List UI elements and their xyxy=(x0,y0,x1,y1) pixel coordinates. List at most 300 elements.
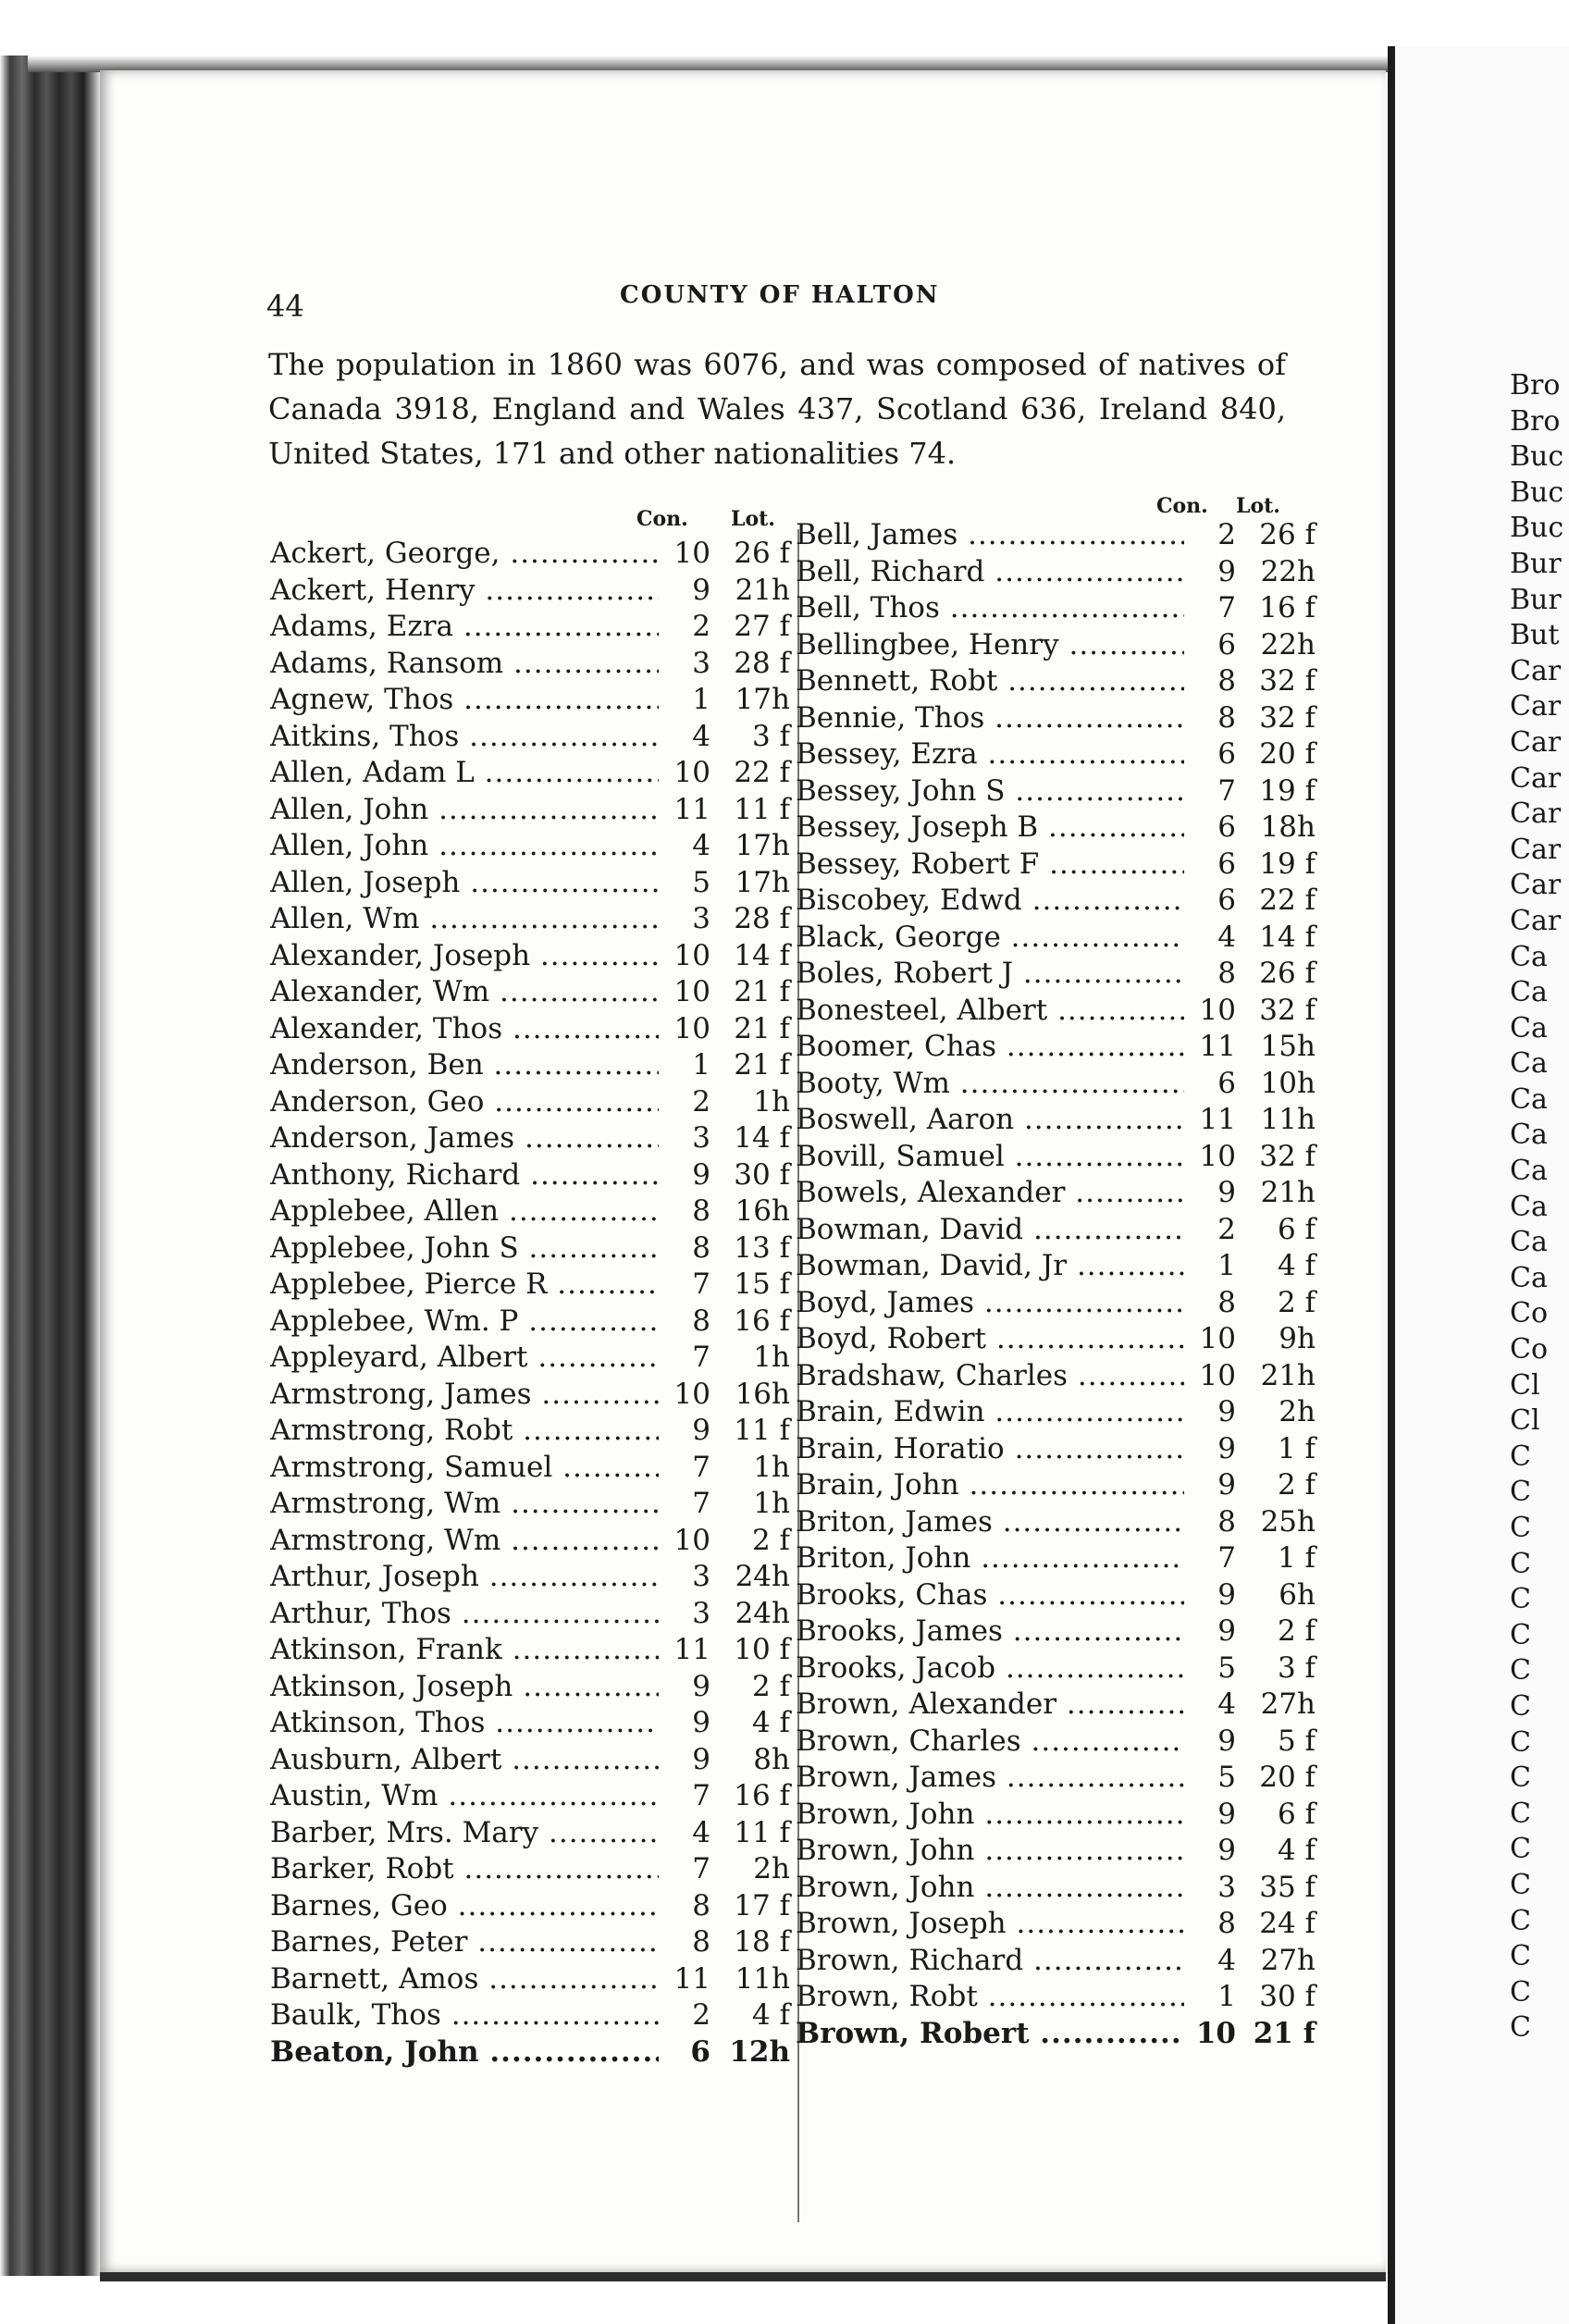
facing-page-fragment: Car xyxy=(1510,761,1562,795)
facing-page-fragment: C xyxy=(1510,1547,1531,1580)
lot-number: 24 f xyxy=(1259,1907,1316,1940)
lot-number: 35 f xyxy=(1259,1870,1316,1904)
lot-number: 15h xyxy=(1260,1030,1316,1063)
concession-number: 10 xyxy=(673,1523,710,1557)
resident-name: Armstrong, Wm ..... xyxy=(270,1487,659,1520)
directory-entry xyxy=(270,866,797,903)
concession-number: 6 xyxy=(1217,737,1236,771)
resident-name: Anderson, Ben ..... xyxy=(270,1048,659,1082)
resident-name: Atkinson, Thos ..... xyxy=(270,1706,659,1739)
concession-number: 10 xyxy=(1199,1358,1236,1392)
directory-entry xyxy=(796,1907,1323,1944)
directory-entry xyxy=(270,1414,797,1451)
directory-entry xyxy=(270,2035,797,2072)
facing-page-fragment: Car xyxy=(1510,725,1562,759)
concession-number: 6 xyxy=(690,2034,710,2069)
concession-number: 3 xyxy=(1217,1870,1236,1904)
lot-number: 6h xyxy=(1279,1577,1316,1612)
directory-entry xyxy=(796,1505,1323,1542)
concession-number: 8 xyxy=(692,1304,710,1338)
lot-number: 21 f xyxy=(734,1011,790,1045)
concession-number: 9 xyxy=(692,1742,710,1776)
lot-number: 9h xyxy=(1279,1322,1316,1355)
directory-entry xyxy=(796,1249,1323,1286)
directory-entry xyxy=(796,1359,1323,1396)
lot-number: 21 f xyxy=(1253,2016,1316,2050)
resident-name: Ausburn, Albert ..... xyxy=(270,1743,659,1776)
lot-number: 13 f xyxy=(734,1230,790,1265)
concession-number: 10 xyxy=(1199,993,1236,1027)
lot-number: 14 f xyxy=(1259,920,1316,954)
resident-name: Brown, John ..... xyxy=(796,1798,1184,1831)
lot-number: 20 f xyxy=(1259,1761,1316,1794)
concession-number: 9 xyxy=(1217,1431,1236,1465)
directory-entry xyxy=(796,1798,1323,1835)
lot-number: 11 f xyxy=(734,1815,790,1849)
facing-page-fragment: C xyxy=(1510,1689,1531,1723)
resident-name: Agnew, Thos ..... xyxy=(270,683,659,716)
resident-name: Bonesteel, Albert ..... xyxy=(796,994,1184,1027)
concession-number: 8 xyxy=(1217,664,1236,698)
facing-page-fragment: Ca xyxy=(1510,940,1548,973)
directory-entry xyxy=(270,574,797,611)
directory-entry xyxy=(270,720,797,757)
concession-number: 4 xyxy=(692,829,710,862)
concession-number: 9 xyxy=(692,1669,710,1703)
resident-name: Armstrong, Samuel ..... xyxy=(270,1451,659,1484)
lot-number: 32 f xyxy=(1259,700,1316,735)
resident-name: Arthur, Thos ..... xyxy=(270,1597,659,1630)
directory-entry xyxy=(796,737,1323,774)
directory-entry xyxy=(796,1578,1323,1615)
directory-entry xyxy=(796,701,1323,738)
directory-entry xyxy=(270,1194,797,1231)
resident-name: Bennie, Thos ..... xyxy=(796,701,1184,735)
directory-entry xyxy=(796,957,1323,994)
facing-page-fragment: Car xyxy=(1510,904,1562,937)
lot-number: 16 f xyxy=(734,1779,790,1812)
directory-entry xyxy=(796,884,1323,921)
resident-name: Adams, Ezra ..... xyxy=(270,610,659,643)
directory-entry xyxy=(796,1944,1323,1981)
lot-number: 2 f xyxy=(1277,1614,1316,1648)
concession-number: 11 xyxy=(1199,1030,1236,1063)
lot-number: 1h xyxy=(753,1084,790,1119)
directory-entry xyxy=(796,1468,1323,1505)
left-name-column xyxy=(270,537,797,2071)
concession-number: 5 xyxy=(1217,1761,1236,1794)
lot-number: 17h xyxy=(735,683,790,716)
directory-entry xyxy=(796,847,1323,884)
resident-name: Armstrong, Wm ..... xyxy=(270,1524,659,1557)
directory-entry xyxy=(796,1067,1323,1104)
concession-number: 3 xyxy=(692,1596,710,1630)
directory-entry xyxy=(270,829,797,866)
facing-page-fragment: C xyxy=(1510,1940,1531,1973)
concession-number: 7 xyxy=(1217,591,1236,624)
resident-name: Bell, Thos ..... xyxy=(796,591,1184,624)
lot-number: 3 f xyxy=(1277,1650,1316,1685)
concession-number: 9 xyxy=(692,573,710,607)
directory-entry xyxy=(796,1213,1323,1250)
directory-entry xyxy=(270,939,797,976)
resident-name: Bellingbee, Henry ..... xyxy=(796,628,1184,661)
facing-page-fragment: C xyxy=(1510,1512,1531,1544)
concession-number: 9 xyxy=(1217,1395,1236,1428)
lot-number: 2h xyxy=(753,1852,790,1885)
facing-page-fragment: Car xyxy=(1510,797,1562,831)
facing-page-fragment: Ca xyxy=(1510,1190,1548,1223)
directory-entry xyxy=(796,1432,1323,1469)
resident-name: Bowman, David, Jr ..... xyxy=(796,1249,1184,1282)
resident-name: Applebee, Wm. P ..... xyxy=(270,1304,659,1338)
lot-number: 6 f xyxy=(1277,1797,1316,1831)
lot-number: 19 f xyxy=(1259,773,1316,808)
directory-entry xyxy=(270,537,797,574)
concession-number: 10 xyxy=(1195,2016,1236,2050)
lot-number: 18 f xyxy=(734,1925,790,1959)
lot-number: 32 f xyxy=(1259,664,1316,698)
lot-number: 1 f xyxy=(1277,1431,1316,1465)
concession-number: 7 xyxy=(692,1267,710,1301)
concession-number: 10 xyxy=(673,756,710,789)
lot-number: 6 f xyxy=(1277,1212,1316,1246)
concession-number: 5 xyxy=(692,865,710,899)
lot-number: 21h xyxy=(1260,1176,1316,1209)
concession-number: 8 xyxy=(692,1194,710,1228)
directory-entry xyxy=(270,1524,797,1561)
directory-entry xyxy=(270,1048,797,1085)
page-number: 44 xyxy=(266,289,304,324)
concession-number: 4 xyxy=(1217,1687,1236,1721)
facing-page-fragment: Car xyxy=(1510,690,1562,723)
concession-number: 7 xyxy=(1217,1541,1236,1575)
concession-number: 9 xyxy=(1217,1176,1236,1209)
resident-name: Boswell, Aaron ..... xyxy=(796,1103,1184,1136)
facing-page-fragment: C xyxy=(1510,1583,1531,1616)
facing-page-fragment: Ca xyxy=(1510,1011,1548,1045)
directory-entry xyxy=(270,1889,797,1926)
resident-name: Beaton, John ..... xyxy=(270,2035,659,2069)
directory-entry xyxy=(796,591,1323,628)
resident-name: Bennett, Robt ..... xyxy=(796,664,1184,698)
lot-number: 21h xyxy=(735,573,790,607)
left-con-header: Con. xyxy=(636,507,688,531)
concession-number: 9 xyxy=(692,1414,710,1447)
lot-number: 28 f xyxy=(734,646,790,680)
concession-number: 9 xyxy=(1217,1724,1236,1758)
lot-number: 25h xyxy=(1260,1504,1316,1539)
directory-entry xyxy=(270,793,797,830)
resident-name: Brown, John ..... xyxy=(796,1834,1184,1867)
concession-number: 2 xyxy=(1217,1212,1236,1246)
resident-name: Barnes, Geo ..... xyxy=(270,1889,659,1922)
facing-page-text xyxy=(1510,368,1569,2046)
resident-name: Applebee, John S ..... xyxy=(270,1231,659,1265)
resident-name: Ackert, George, ..... xyxy=(270,537,659,570)
resident-name: Brooks, James ..... xyxy=(796,1614,1184,1648)
resident-name: Boomer, Chas ..... xyxy=(796,1030,1184,1063)
directory-entry xyxy=(796,555,1323,592)
resident-name: Brain, John ..... xyxy=(796,1468,1184,1502)
concession-number: 3 xyxy=(692,646,710,680)
lot-number: 3 f xyxy=(751,719,790,753)
directory-entry xyxy=(270,756,797,793)
directory-entry xyxy=(796,664,1323,701)
lot-number: 1 f xyxy=(1277,1541,1316,1575)
directory-entry xyxy=(270,1597,797,1634)
concession-number: 6 xyxy=(1217,1066,1236,1100)
directory-entry xyxy=(796,518,1323,555)
facing-page-fragment: Ca xyxy=(1510,1226,1548,1259)
right-lot-header: Lot. xyxy=(1236,494,1280,518)
concession-number: 3 xyxy=(692,902,710,935)
directory-entry xyxy=(270,1231,797,1268)
concession-number: 10 xyxy=(673,938,710,972)
resident-name: Bowels, Alexander ..... xyxy=(796,1176,1184,1209)
running-head: COUNTY OF HALTON xyxy=(620,281,940,309)
facing-page-fragment: C xyxy=(1510,1975,1531,2009)
lot-number: 5 f xyxy=(1277,1724,1316,1758)
resident-name: Brown, Richard ..... xyxy=(796,1944,1184,1977)
facing-page-fragment: Co xyxy=(1510,1297,1549,1330)
directory-entry xyxy=(270,1743,797,1780)
lot-number: 16h xyxy=(735,1194,790,1228)
lot-number: 14 f xyxy=(734,1121,790,1155)
directory-entry xyxy=(796,1286,1323,1323)
lot-number: 15 f xyxy=(734,1267,790,1301)
concession-number: 9 xyxy=(692,1157,710,1192)
concession-number: 6 xyxy=(1217,847,1236,881)
resident-name: Anderson, James ..... xyxy=(270,1121,659,1155)
resident-name: Bell, Richard ..... xyxy=(796,555,1184,588)
concession-number: 3 xyxy=(692,1121,710,1155)
lot-number: 22 f xyxy=(734,756,790,789)
facing-page-fragment: C xyxy=(1510,1904,1531,1937)
lot-number: 11 f xyxy=(734,1414,790,1447)
concession-number: 6 xyxy=(1217,810,1236,844)
concession-number: 1 xyxy=(692,683,710,716)
directory-entry xyxy=(270,1706,797,1743)
resident-name: Bessey, Robert F ..... xyxy=(796,847,1184,881)
resident-name: Bessey, Joseph B ..... xyxy=(796,810,1184,844)
lot-number: 26 f xyxy=(734,537,790,570)
lot-number: 17h xyxy=(735,829,790,862)
resident-name: Brown, James ..... xyxy=(796,1761,1184,1794)
directory-entry xyxy=(270,1852,797,1889)
facing-page-fragment: C xyxy=(1510,1762,1531,1795)
concession-number: 4 xyxy=(1217,1943,1236,1977)
lot-number: 11h xyxy=(735,1961,790,1996)
lot-number: 8h xyxy=(753,1742,790,1776)
lot-number: 10h xyxy=(1260,1066,1316,1100)
directory-entry xyxy=(796,1687,1323,1724)
facing-page-fragment: Bur xyxy=(1510,583,1562,616)
resident-name: Bessey, Ezra ..... xyxy=(796,737,1184,771)
directory-entry xyxy=(796,994,1323,1031)
directory-entry xyxy=(270,1962,797,1999)
directory-entry xyxy=(796,1871,1323,1908)
lot-number: 30 f xyxy=(1259,1980,1316,2013)
directory-entry xyxy=(796,2017,1323,2054)
resident-name: Applebee, Allen ..... xyxy=(270,1194,659,1228)
facing-page-fragment: Co xyxy=(1510,1333,1549,1366)
directory-entry xyxy=(270,1779,797,1816)
lot-number: 1h xyxy=(753,1487,790,1520)
resident-name: Booty, Wm ..... xyxy=(796,1067,1184,1100)
facing-page-fragment: Buc xyxy=(1510,512,1564,545)
facing-page-fragment: C xyxy=(1510,1833,1531,1866)
resident-name: Brooks, Chas ..... xyxy=(796,1578,1184,1612)
directory-entry xyxy=(270,610,797,647)
directory-entry xyxy=(270,1670,797,1707)
directory-entry xyxy=(796,1103,1323,1140)
resident-name: Ackert, Henry ..... xyxy=(270,574,659,607)
resident-name: Allen, John ..... xyxy=(270,793,659,826)
resident-name: Brain, Horatio ..... xyxy=(796,1432,1184,1465)
lot-number: 4 f xyxy=(1277,1249,1316,1282)
resident-name: Barber, Mrs. Mary ..... xyxy=(270,1816,659,1849)
facing-page-fragment: Ca xyxy=(1510,1119,1548,1152)
lot-number: 16 f xyxy=(734,1304,790,1338)
lot-number: 1h xyxy=(753,1341,790,1374)
lot-number: 11h xyxy=(1260,1103,1316,1136)
concession-number: 9 xyxy=(692,1706,710,1739)
directory-entry xyxy=(270,1925,797,1962)
concession-number: 8 xyxy=(692,1230,710,1265)
left-lot-header: Lot. xyxy=(731,507,775,531)
concession-number: 2 xyxy=(1217,518,1236,551)
lot-number: 4 f xyxy=(751,1998,790,2032)
directory-entry xyxy=(796,628,1323,665)
concession-number: 10 xyxy=(673,975,710,1008)
resident-name: Allen, John ..... xyxy=(270,829,659,862)
facing-page-fragment: Car xyxy=(1510,869,1562,902)
resident-name: Aitkins, Thos ..... xyxy=(270,720,659,753)
lot-number: 24h xyxy=(735,1596,790,1630)
concession-number: 10 xyxy=(673,1011,710,1045)
lot-number: 1h xyxy=(753,1450,790,1484)
lot-number: 17 f xyxy=(734,1888,790,1922)
facing-page-fragment: Bro xyxy=(1510,369,1561,402)
concession-number: 9 xyxy=(1217,1834,1236,1867)
concession-number: 8 xyxy=(1217,1504,1236,1539)
concession-number: 6 xyxy=(1217,884,1236,917)
lot-number: 2 f xyxy=(1277,1468,1316,1502)
lot-number: 32 f xyxy=(1259,993,1316,1027)
resident-name: Appleyard, Albert ..... xyxy=(270,1341,659,1374)
facing-page-fragment: C xyxy=(1510,1440,1531,1473)
concession-number: 10 xyxy=(1199,1322,1236,1355)
lot-number: 21 f xyxy=(734,975,790,1008)
lot-number: 20 f xyxy=(1259,737,1316,771)
lot-number: 2 f xyxy=(751,1523,790,1557)
facing-page-fragment: Ca xyxy=(1510,1082,1548,1116)
facing-page-fragment: Cl xyxy=(1510,1404,1540,1438)
resident-name: Brown, Robt ..... xyxy=(796,1980,1184,2013)
facing-page-fragment: C xyxy=(1510,1476,1531,1509)
resident-name: Briton, James ..... xyxy=(796,1505,1184,1539)
concession-number: 11 xyxy=(1199,1103,1236,1136)
resident-name: Brown, Robert ..... xyxy=(796,2017,1184,2050)
lot-number: 30 f xyxy=(734,1157,790,1192)
directory-entry xyxy=(270,1998,797,2035)
resident-name: Alexander, Joseph ..... xyxy=(270,939,659,972)
concession-number: 4 xyxy=(692,719,710,753)
directory-entry xyxy=(270,1378,797,1415)
concession-number: 7 xyxy=(692,1487,710,1520)
book-binding xyxy=(0,56,102,2276)
concession-number: 7 xyxy=(692,1341,710,1374)
resident-name: Boyd, James ..... xyxy=(796,1286,1184,1319)
facing-page-fragment: Buc xyxy=(1510,476,1564,509)
lot-number: 22h xyxy=(1260,554,1316,588)
directory-entry xyxy=(796,1140,1323,1177)
lot-number: 11 f xyxy=(734,792,790,826)
concession-number: 7 xyxy=(1217,773,1236,808)
directory-entry xyxy=(796,921,1323,958)
lot-number: 2 f xyxy=(1277,1285,1316,1319)
resident-name: Adams, Ransom ..... xyxy=(270,647,659,680)
concession-number: 4 xyxy=(692,1815,710,1849)
concession-number: 9 xyxy=(1217,554,1236,588)
directory-entry xyxy=(796,1322,1323,1359)
facing-page-fragment: Ca xyxy=(1510,976,1548,1009)
resident-name: Baulk, Thos ..... xyxy=(270,1998,659,2032)
directory-entry xyxy=(270,1633,797,1670)
directory-entry xyxy=(796,1030,1323,1067)
concession-number: 2 xyxy=(692,1084,710,1119)
directory-entry xyxy=(270,1451,797,1488)
lot-number: 21 f xyxy=(734,1048,790,1082)
concession-number: 8 xyxy=(692,1925,710,1959)
directory-entry xyxy=(270,647,797,684)
directory-entry xyxy=(796,1724,1323,1762)
directory-entry xyxy=(270,1816,797,1853)
concession-number: 3 xyxy=(692,1560,710,1593)
concession-number: 8 xyxy=(1217,957,1236,990)
directory-entry xyxy=(796,810,1323,847)
lot-number: 28 f xyxy=(734,902,790,935)
resident-name: Bradshaw, Charles ..... xyxy=(796,1359,1184,1392)
directory-entry xyxy=(270,1121,797,1158)
lot-number: 19 f xyxy=(1259,847,1316,881)
concession-number: 8 xyxy=(692,1888,710,1922)
concession-number: 11 xyxy=(673,792,710,826)
resident-name: Armstrong, Robt ..... xyxy=(270,1414,659,1447)
directory-entry xyxy=(796,1395,1323,1432)
resident-name: Alexander, Wm ..... xyxy=(270,975,659,1008)
population-paragraph: The population in 1860 was 6076, and was composed of natives of Canada 3918, England and Wales 437, Scotland 636, Ireland 840, United States, 171 and other nationalities 74. xyxy=(268,347,1286,471)
concession-number: 10 xyxy=(673,537,710,570)
lot-number: 14 f xyxy=(734,938,790,972)
resident-name: Brain, Edwin ..... xyxy=(796,1395,1184,1428)
directory-entry xyxy=(796,1651,1323,1688)
resident-name: Barnett, Amos ..... xyxy=(270,1962,659,1996)
concession-number: 2 xyxy=(692,1998,710,2032)
concession-number: 10 xyxy=(1199,1139,1236,1173)
resident-name: Austin, Wm ..... xyxy=(270,1779,659,1812)
lot-number: 26 f xyxy=(1259,518,1316,551)
resident-name: Brown, Alexander ..... xyxy=(796,1687,1184,1721)
directory-entry xyxy=(796,774,1323,811)
concession-number: 7 xyxy=(692,1450,710,1484)
lot-number: 32 f xyxy=(1259,1139,1316,1173)
lot-number: 12h xyxy=(729,2034,790,2069)
resident-name: Barker, Robt ..... xyxy=(270,1852,659,1885)
lot-number: 16h xyxy=(735,1377,790,1411)
right-name-column xyxy=(796,518,1323,2053)
